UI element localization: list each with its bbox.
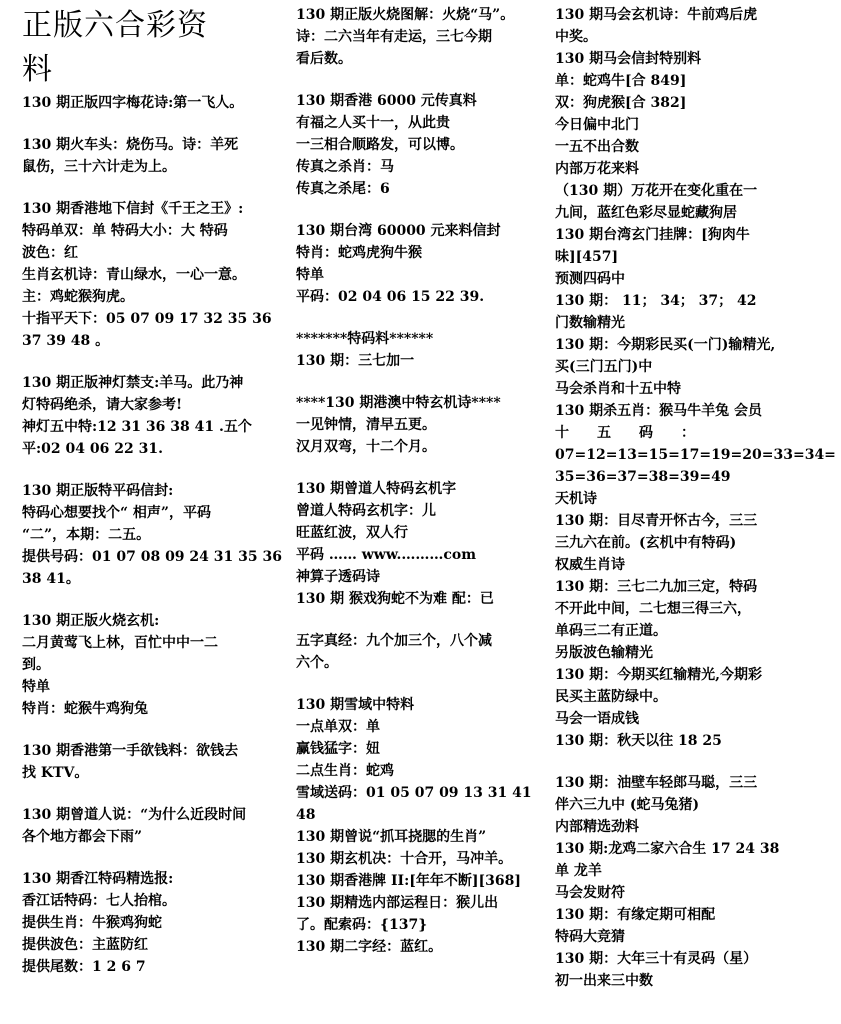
text-line: 一三相合顺路发，可以博。 bbox=[296, 137, 464, 153]
text-line: 130 期：今期买红输精光,今期彩 bbox=[555, 667, 762, 683]
text-line: 初一出来三中数 bbox=[555, 973, 653, 989]
text-line: 平码：02 04 06 15 22 39. bbox=[296, 289, 485, 305]
text-line: 130 期台湾玄门挂牌：[狗肉牛 bbox=[555, 227, 750, 243]
text-line: 提供尾数：1 2 6 7 bbox=[22, 959, 146, 975]
text-line: 各个地方都会下雨” bbox=[22, 829, 143, 845]
text-block bbox=[22, 868, 288, 978]
text-line: 诗：二六当年有走运，三七今期 bbox=[296, 29, 492, 45]
page-title: 正版六合彩资 bbox=[22, 8, 208, 43]
text-line: 内部万花来料 bbox=[555, 161, 639, 177]
text-line: 找 KTV。 bbox=[22, 765, 89, 781]
text-line: 38 41。 bbox=[22, 571, 80, 587]
text-line: 另版波色输精光 bbox=[555, 645, 653, 661]
text-line: 六个。 bbox=[296, 655, 338, 671]
block-gap bbox=[22, 178, 288, 198]
block-gap bbox=[555, 752, 807, 772]
text-line: 130 期：有缘定期可相配 bbox=[555, 907, 716, 923]
text-block bbox=[22, 804, 288, 848]
text-line: 香江话特码：七人抬棺。 bbox=[22, 893, 176, 909]
text-line: 48 bbox=[296, 807, 316, 823]
text-line: 130 期玄机决：十合开，马冲羊。 bbox=[296, 851, 513, 867]
text-line: 一见钟情，清早五更。 bbox=[296, 417, 436, 433]
text-line: 130 期：三七加一 bbox=[296, 353, 415, 369]
text-line: 特码大竞猜 bbox=[555, 929, 625, 945]
page-title-continued: 料 bbox=[22, 52, 53, 87]
column-middle bbox=[296, 4, 546, 958]
text-line: 130 期：大年三十有灵码（星） bbox=[555, 951, 758, 967]
text-line: 旺蓝红波，双人行 bbox=[296, 525, 408, 541]
text-line: 马会一语成钱 bbox=[555, 711, 639, 727]
text-line: 130 期： 11； 34； 37； 42 bbox=[555, 293, 757, 309]
text-line: 平:02 04 06 22 31. bbox=[22, 441, 163, 457]
text-line: 伴六三九中 (蛇马兔猪) bbox=[555, 797, 700, 813]
text-line: 神灯五中特:12 31 36 38 41 .五个 bbox=[22, 419, 252, 435]
text-line: 130 期 猴戏狗蛇不为难 配：已 bbox=[296, 591, 494, 607]
text-line: 特单 bbox=[296, 267, 324, 283]
text-line: 生肖玄机诗：青山绿水，一心一意。 bbox=[22, 267, 246, 283]
text-line: 有福之人买十一，从此贵 bbox=[296, 115, 450, 131]
block-gap bbox=[22, 114, 288, 134]
text-line: 130 期香江特码精选报: bbox=[22, 871, 174, 887]
text-block bbox=[296, 328, 546, 372]
text-line: 提供生肖：牛猴鸡狗蛇 bbox=[22, 915, 162, 931]
text-line: 波色：红 bbox=[22, 245, 78, 261]
text-block bbox=[22, 610, 288, 720]
block-gap bbox=[22, 784, 288, 804]
text-line: 二月黄莺飞上林，百忙中中一二 bbox=[22, 635, 218, 651]
text-line: 130 期：秋天以往 18 25 bbox=[555, 733, 722, 749]
text-line: 曾道人特码玄机字：儿 bbox=[296, 503, 436, 519]
text-line: 130 期正版四字梅花诗:第一飞人。 bbox=[22, 95, 244, 111]
text-line: 130 期香港牌 II:[年年不断][368] bbox=[296, 873, 521, 889]
text-line: ****130 期港澳中特玄机诗**** bbox=[296, 395, 501, 411]
block-gap bbox=[296, 610, 546, 630]
block-gap bbox=[296, 308, 546, 328]
text-line: 天机诗 bbox=[555, 491, 597, 507]
text-line: 二点生肖：蛇鸡 bbox=[296, 763, 394, 779]
text-block bbox=[22, 198, 288, 352]
text-line: 预测四码中 bbox=[555, 271, 625, 287]
text-line: 汉月双弯，十二个月。 bbox=[296, 439, 436, 455]
text-line: 内部精选劲料 bbox=[555, 819, 639, 835]
text-line: 九间，蓝红色彩尽显蛇藏狗居 bbox=[555, 205, 737, 221]
text-block bbox=[22, 740, 288, 784]
text-block bbox=[296, 630, 546, 674]
text-line: 130 期马会信封特别料 bbox=[555, 51, 702, 67]
block-gap bbox=[22, 352, 288, 372]
text-block bbox=[22, 372, 288, 460]
text-line: 民买主蓝防绿中。 bbox=[555, 689, 667, 705]
text-line: 130 期曾道人说：“为什么近段时间 bbox=[22, 807, 247, 823]
text-line: 到。 bbox=[22, 657, 50, 673]
text-block bbox=[555, 4, 836, 752]
text-block bbox=[296, 4, 546, 70]
text-line: 主：鸡蛇猴狗虎。 bbox=[22, 289, 134, 305]
text-line: 味][457] bbox=[555, 249, 619, 265]
text-line: 提供波色：主蓝防红 bbox=[22, 937, 148, 953]
text-line: 马会发财符 bbox=[555, 885, 625, 901]
block-gap bbox=[22, 590, 288, 610]
text-line: 单码三二有正道。 bbox=[555, 623, 667, 639]
text-line: *******特码料****** bbox=[296, 331, 434, 347]
text-line: 130 期：油壁车轻郎马聪，三三 bbox=[555, 775, 758, 791]
text-line: 灯特码绝杀，请大家参考! bbox=[22, 397, 183, 413]
text-line: 130 期：目尽青开怀古今，三三 bbox=[555, 513, 758, 529]
text-block bbox=[296, 478, 546, 610]
text-line: 130 期杀五肖：猴马牛羊兔 会员 bbox=[555, 403, 762, 419]
text-line: 十 五 码 ： bbox=[555, 425, 695, 441]
block-gap bbox=[22, 720, 288, 740]
text-line: 赢钱猛字：妞 bbox=[296, 741, 380, 757]
text-block bbox=[555, 772, 807, 992]
text-line: 神算子透码诗 bbox=[296, 569, 380, 585]
text-line: 130 期火车头：烧伤马。诗：羊死 bbox=[22, 137, 239, 153]
text-line: 130 期香港地下信封《千王之王》: bbox=[22, 201, 244, 217]
text-line: 130 期曾说“抓耳挠腮的生肖” bbox=[296, 829, 487, 845]
block-gap bbox=[296, 200, 546, 220]
text-line: 130 期香港 6000 元传真料 bbox=[296, 93, 477, 109]
text-line: 了。配索码：{137} bbox=[296, 917, 428, 933]
text-line: 特肖：蛇鸡虎狗牛猴 bbox=[296, 245, 422, 261]
text-block bbox=[22, 92, 288, 114]
text-line: 鼠伤，三十六计走为上。 bbox=[22, 159, 176, 175]
block-gap bbox=[296, 458, 546, 478]
text-block bbox=[22, 480, 288, 590]
text-line: 130 期雪域中特料 bbox=[296, 697, 415, 713]
text-line: 马会杀肖和十五中特 bbox=[555, 381, 681, 397]
text-line: 十指平天下：05 07 09 17 32 35 36 bbox=[22, 311, 272, 327]
text-line: 130 期台湾 60000 元来料信封 bbox=[296, 223, 501, 239]
text-line: 今日偏中北门 bbox=[555, 117, 639, 133]
text-line: 130 期：今期彩民买(一门)输精光, bbox=[555, 337, 776, 353]
text-line: 一五不出合数 bbox=[555, 139, 639, 155]
text-block bbox=[296, 392, 546, 458]
text-line: 提供号码：01 07 08 09 24 31 35 36 bbox=[22, 549, 282, 565]
text-line: 权威生肖诗 bbox=[555, 557, 625, 573]
text-line: 买(三门五门)中 bbox=[555, 359, 653, 375]
text-line: 看后数。 bbox=[296, 51, 352, 67]
text-line: 130 期精选内部运程日：猴儿出 bbox=[296, 895, 499, 911]
block-gap bbox=[296, 70, 546, 90]
text-line: 平码 …… www.………com bbox=[296, 547, 477, 563]
text-line: 特肖：蛇猴牛鸡狗兔 bbox=[22, 701, 148, 717]
text-line: 07=12=13=15=17=19=20=33=34= bbox=[555, 447, 836, 463]
text-line: 130 期二字经：蓝红。 bbox=[296, 939, 443, 955]
text-line: 特码单双：单 特码大小：大 特码 bbox=[22, 223, 228, 239]
text-line: “二”，本期：二五。 bbox=[22, 527, 151, 543]
text-block bbox=[296, 90, 546, 200]
block-gap bbox=[296, 372, 546, 392]
text-line: 130 期马会玄机诗：牛前鸡后虎 bbox=[555, 7, 758, 23]
text-line: 不开此中间，二七想三得三六， bbox=[555, 601, 751, 617]
text-line: 单 龙羊 bbox=[555, 863, 602, 879]
text-line: 特码心想要找个“ 相声”，平码 bbox=[22, 505, 211, 521]
text-line: 单：蛇鸡牛[合 849] bbox=[555, 73, 687, 89]
block-gap bbox=[22, 460, 288, 480]
text-block bbox=[296, 694, 546, 958]
text-line: 传真之杀肖：马 bbox=[296, 159, 394, 175]
text-line: （130 期）万花开在变化重在一 bbox=[555, 183, 758, 199]
text-line: 130 期香港第一手欲钱料：欲钱去 bbox=[22, 743, 239, 759]
text-line: 传真之杀尾：6 bbox=[296, 181, 390, 197]
block-gap bbox=[22, 848, 288, 868]
text-line: 双：狗虎猴[合 382] bbox=[555, 95, 687, 111]
column-right bbox=[555, 4, 836, 992]
text-line: 三九六在前。(玄机中有特码) bbox=[555, 535, 737, 551]
text-line: 130 期:龙鸡二家六合生 17 24 38 bbox=[555, 841, 780, 857]
text-line: 130 期：三七二九加三定，特码 bbox=[555, 579, 758, 595]
column-left bbox=[22, 4, 288, 978]
text-line: 雪域送码：01 05 07 09 13 31 41 bbox=[296, 785, 532, 801]
text-line: 37 39 48 。 bbox=[22, 333, 110, 349]
text-line: 35=36=37=38=39=49 bbox=[555, 469, 731, 485]
text-line: 130 期正版神灯禁支:羊马。此乃神 bbox=[22, 375, 244, 391]
text-line: 特单 bbox=[22, 679, 50, 695]
text-line: 门数输精光 bbox=[555, 315, 625, 331]
text-block bbox=[296, 220, 546, 308]
text-line: 130 期正版火烧图解：火烧“马”。 bbox=[296, 7, 515, 23]
text-line: 130 期正版火烧玄机: bbox=[22, 613, 160, 629]
text-line: 130 期正版特平码信封: bbox=[22, 483, 174, 499]
text-line: 一点单双：单 bbox=[296, 719, 380, 735]
text-line: 中奖。 bbox=[555, 29, 597, 45]
text-line: 五字真经：九个加三个，八个减 bbox=[296, 633, 492, 649]
text-block bbox=[22, 134, 288, 178]
text-line: 130 期曾道人特码玄机字 bbox=[296, 481, 457, 497]
block-gap bbox=[296, 674, 546, 694]
